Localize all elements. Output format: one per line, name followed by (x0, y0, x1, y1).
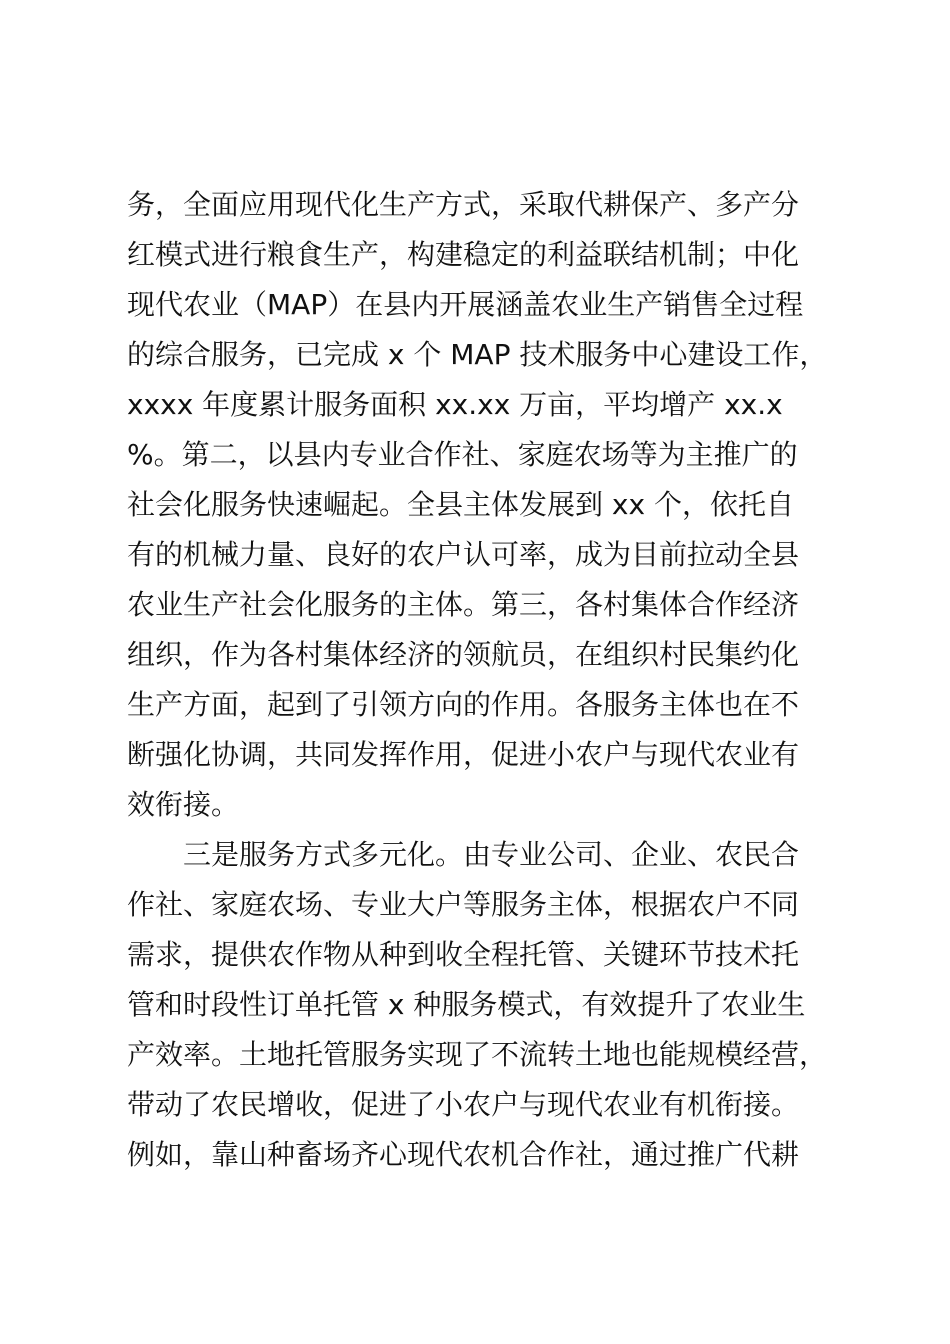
text-line: 断强化协调，共同发挥作用，促进小农户与现代农业有 (127, 738, 800, 771)
text-line: 例如，靠山种畜场齐心现代农机合作社，通过推广代耕 (127, 1138, 800, 1171)
text-line: 管和时段性订单托管 x 种服务模式，有效提升了农业生 (127, 988, 806, 1021)
text-line: 组织，作为各村集体经济的领航员，在组织村民集约化 (127, 638, 800, 671)
text-line: 有的机械力量、良好的农户认可率，成为目前拉动全县 (127, 538, 800, 571)
text-line: 带动了农民增收，促进了小农户与现代农业有机衔接。 (127, 1088, 800, 1121)
text-line: 社会化服务快速崛起。全县主体发展到 xx 个，依托自 (127, 488, 794, 521)
text-line: 农业生产社会化服务的主体。第三，各村集体合作经济 (127, 588, 800, 621)
text-line: 的综合服务，已完成 x 个 MAP 技术服务中心建设工作， (127, 338, 828, 371)
text-line: 需求，提供农作物从种到收全程托管、关键环节技术托 (127, 938, 800, 971)
text-line: 务，全面应用现代化生产方式，采取代耕保产、多产分 (127, 188, 800, 221)
text-line: xxxx 年度累计服务面积 xx.xx 万亩，平均增产 xx.x (127, 388, 783, 421)
text-line: 生产方面，起到了引领方向的作用。各服务主体也在不 (127, 688, 800, 721)
text-line: 红模式进行粮食生产，构建稳定的利益联结机制；中化 (127, 238, 800, 271)
paragraph-start-line: 三是服务方式多元化。由专业公司、企业、农民合 (183, 838, 800, 871)
body-text (127, 180, 862, 1180)
text-line: 产效率。土地托管服务实现了不流转土地也能规模经营， (127, 1038, 828, 1071)
text-line: 效衔接。 (127, 788, 240, 821)
text-line: %。第二，以县内专业合作社、家庭农场等为主推广的 (127, 438, 798, 471)
text-line: 现代农业（MAP）在县内开展涵盖农业生产销售全过程 (127, 288, 804, 321)
text-line: 作社、家庭农场、专业大户等服务主体，根据农户不同 (127, 888, 800, 921)
